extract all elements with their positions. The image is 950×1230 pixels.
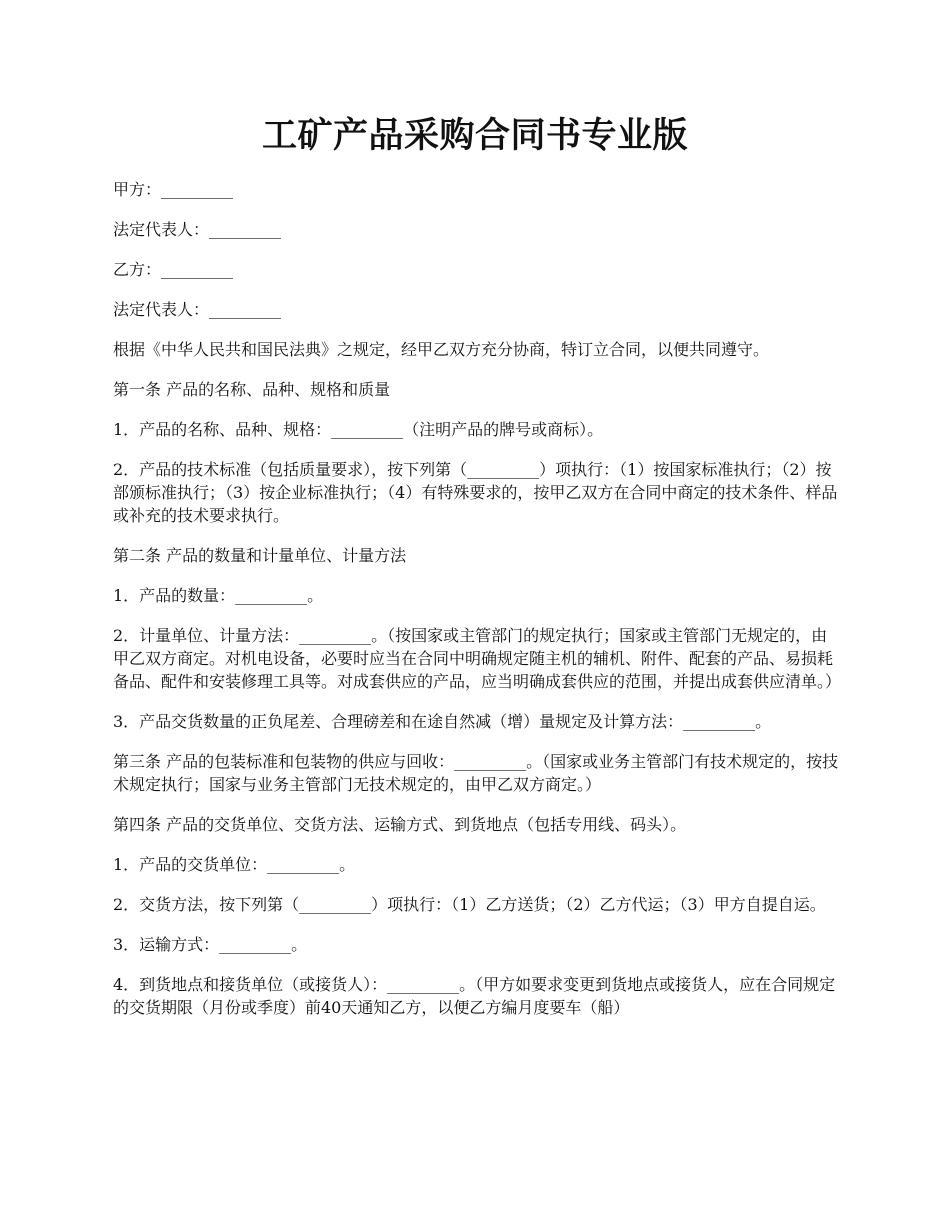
article-2-item-1: 1．产品的数量：_________。 xyxy=(113,586,324,605)
article-4-item-3: 3．运输方式：_________。 xyxy=(113,935,308,954)
party-a-line: 甲方：_________ xyxy=(113,180,234,199)
party-b-line: 乙方：_________ xyxy=(113,260,234,279)
party-a-representative-line: 法定代表人：_________ xyxy=(113,220,282,239)
article-1-heading: 第一条 产品的名称、品种、规格和质量 xyxy=(113,380,391,399)
article-4-heading: 第四条 产品的交货单位、交货方法、运输方式、到货地点（包括专用线、码头）。 xyxy=(113,815,687,834)
article-4-item-4: 4．到货地点和接货单位（或接货人）：_________。（甲方如要求变更到货地点或接货人，应在合同规定的交货期限（月份或季度）前40天通知乙方，以便乙方编月度要车（船） xyxy=(113,975,836,1017)
article-4-item-1: 1．产品的交货单位：_________。 xyxy=(113,855,356,874)
article-2-item-2: 2．计量单位、计量方法：_________。（按国家或主管部门的规定执行；国家或主管部门无规定的，由甲乙双方商定。对机电设备，必要时应当在合同中明确规定随主机的辅机、附件、配套的产品、易损耗备品、配件和安装修理工具等。对成套供应的产品，应当明确成套供应的范围，并提出成套供应清单。） xyxy=(113,626,842,691)
article-1-item-1: 1．产品的名称、品种、规格：_________（注明产品的牌号或商标）。 xyxy=(113,420,604,439)
document-title: 工矿产品采购合同书专业版 xyxy=(261,115,688,156)
document-body xyxy=(113,178,843,1036)
article-2-item-3: 3．产品交货数量的正负尾差、合理磅差和在途自然减（增）量规定及计算方法：_________。 xyxy=(113,712,772,731)
article-4-item-2: 2．交货方法，按下列第（_________）项执行：（1）乙方送货；（2）乙方代运；（3）甲方自提自运。 xyxy=(113,895,826,914)
party-b-representative-line: 法定代表人：_________ xyxy=(113,300,282,319)
article-3-paragraph: 第三条 产品的包装标准和包装物的供应与回收：_________。（国家或业务主管部门有技术规定的，按技术规定执行；国家与业务主管部门无技术规定的，由甲乙双方商定。） xyxy=(113,752,839,794)
article-2-heading: 第二条 产品的数量和计量单位、计量方法 xyxy=(113,546,407,565)
preamble-paragraph: 根据《中华人民共和国民法典》之规定，经甲乙双方充分协商，特订立合同，以便共同遵守。 xyxy=(113,340,770,359)
article-1-item-2: 2．产品的技术标准（包括质量要求），按下列第（_________）项执行：（1）按国家标准执行；（2）按部颁标准执行；（3）按企业标准执行；（4）有特殊要求的，按甲乙双方在合同中商定的技术条件、样品或补充的技术要求执行。 xyxy=(113,460,838,525)
